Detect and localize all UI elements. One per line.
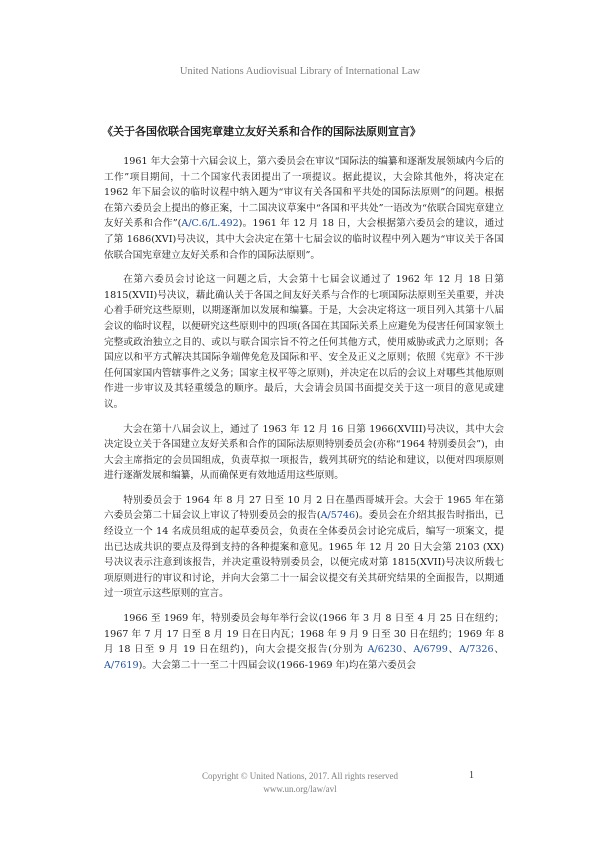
paragraph-text: )。大会第二十一至二十四届会议(1966-1969 年)均在第六委员会 — [138, 659, 416, 671]
paragraph-text: 大会在第十八届会议上，通过了 1963 年 12 月 16 日第 1966(XVIII)号决议，其中大会决定设立关于各国建立友好关系和合作的国际法原则特别委员会(亦称“1964 特别委员会”)，由大会主席指定的会员国组成，负责草拟一项报告，载列其研究的结论和建议，以便对四项原则进行逐渐发展和编纂，从而确保更有效地适用这些原则。 — [104, 423, 504, 482]
paragraph-text: 特别委员会于 1964 年 8 月 27 日至 10 月 2 日在墨西哥城开会。大会于 1965 年在第六委员会第二十届会议上审议了特别委员会的报告( — [104, 494, 504, 522]
document-symbol-link[interactable]: A/6799 — [413, 644, 448, 656]
document-symbol-link[interactable]: A/C.6/L.492 — [181, 218, 239, 230]
paragraph-text: 、 — [493, 644, 505, 656]
body-paragraph — [104, 422, 504, 484]
document-symbol-link[interactable]: A/7326 — [459, 644, 494, 656]
document-symbol-link[interactable]: A/7619 — [104, 659, 139, 671]
body-paragraph — [104, 154, 504, 263]
paragraph-text: )。1961 年 12 月 18 日，大会根据第六委员会的建议，通过了第 1686(XVI)号决议，其中大会决定在第十七届会议的临时议程中列入题为“审议关于各国依联合国宪章建立友好关系和合作的国际法原则”。 — [104, 218, 504, 261]
copyright-notice: Copyright © United Nations, 2017. All rights reserved — [201, 771, 399, 781]
site-url: www.un.org/law/avl — [263, 784, 337, 794]
paragraph-text: 、 — [402, 644, 414, 656]
paragraph-text: 1966 至 1969 年，特别委员会每年举行会议(1966 年 3 月 8 日至 4 月 25 日在纽约；1967 年 7 月 17 日至 8 月 19 日在日内瓦；1968 年 9 月 9 日至 30 日在纽约；1969 年 8 月 18 日至 9 月 19 日在纽约)，向大会提交报告(分别为 — [104, 613, 504, 656]
paragraph-text: 在第六委员会讨论这一问题之后，大会第十七届会议通过了 1962 年 12 月 18 日第 1815(XVII)号决议，藉此确认关于各国之间友好关系与合作的七项国际法原则至关重要，并决心着手研究这些原则，以期逐渐加以发展和编纂。于是，大会决定将这一项目列入其第十八届会议的临时议程，以便研究这些原则中的四项(各国在其国际关系上应避免为侵害任何国家领土完整或政治独立之目的、或以与联合国宗旨不符之任何其他方式，使用威胁或武力之原则；各国应以和平方式解决其国际争端俾免危及国际和平、安全及正义之原则；依照《宪章》不干涉任何国家国内管辖事件之义务；国家主权平等之原则)，并决定在以后的会议上对哪些其他原则作进一步审议及其轻重缓急的顺序。最后，大会请会员国书面提交关于这一项目的意见或建议。 — [104, 274, 504, 410]
document-body — [104, 154, 504, 682]
document-symbol-link[interactable]: A/6230 — [367, 644, 403, 656]
document-symbol-link[interactable]: A/5746 — [320, 510, 356, 522]
page-header: United Nations Audiovisual Library of International Law — [179, 66, 421, 77]
body-paragraph — [104, 493, 504, 602]
paragraph-text: 、 — [447, 644, 460, 656]
paragraph-text: 1961 年大会第十六届会议上，第六委员会在审议“国际法的编纂和逐渐发展领域内今后的工作”项目期间，十二个国家代表团提出了一项提议。据此提议，大会除其他外，将决定在 1962 年下届会议的临时议程中纳入题为“审议有关各国和平共处的国际法原则”的问题。根据在第六委员会上提出的修正案，十二国决议草案中“各国和平共处”一语改为“依联合国宪章建立友好关系和合作”( — [104, 156, 504, 230]
page-number: 1 — [469, 770, 474, 781]
body-paragraph — [104, 611, 504, 673]
document-title: 《关于各国依联合国宪章建立友好关系和合作的国际法原则宣言》 — [102, 125, 421, 138]
paragraph-text: )。委员会在介绍其报告时指出，已经设立一个 14 名成员组成的起草委员会，负责在全体委员会讨论完成后，编写一项案文，提出已达成共识的要点及得到支持的各种提案和意见。1965 年 12 月 20 日大会第 2103 (XX)号决议表示注意到该报告，并决定重设特别委员会，以便完成对第 1815(XVII)号决议所载七项原则进行的审议和讨论，并向大会第二十一届会议提交有关其研究结果的全面报告，以期通过一项宣示这些原则的宣言。 — [104, 510, 504, 600]
page-footer — [0, 770, 600, 796]
body-paragraph — [104, 272, 504, 412]
